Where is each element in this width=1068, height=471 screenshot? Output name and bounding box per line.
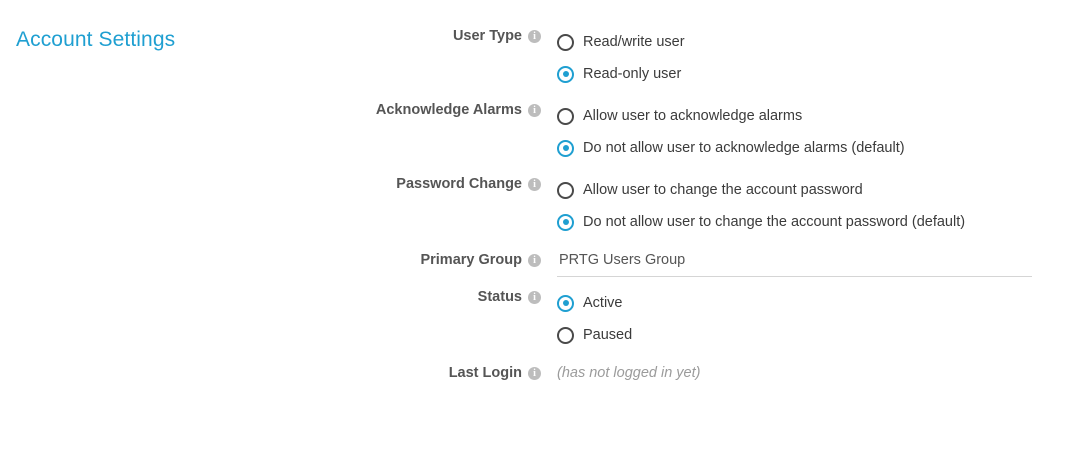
control-status <box>549 287 1068 351</box>
radio-option-status-paused[interactable] <box>557 319 1068 351</box>
control-primary-group <box>549 248 1068 277</box>
form-row-primary-group <box>0 248 1068 277</box>
radio-button[interactable] <box>557 34 574 51</box>
label-user-type <box>0 26 549 44</box>
label-last-login <box>0 361 549 381</box>
control-acknowledge-alarms <box>549 100 1068 164</box>
radio-button[interactable] <box>557 327 574 344</box>
primary-group-value[interactable]: PRTG Users Group <box>557 248 1032 277</box>
radio-label: Allow user to change the account password <box>583 182 863 198</box>
radio-button[interactable] <box>557 295 574 312</box>
form-row-password-change <box>0 174 1068 238</box>
page-title: Account Settings <box>16 28 176 52</box>
label-user-type-text: User Type <box>452 28 522 44</box>
label-status-text: Status <box>477 289 522 305</box>
radio-label: Do not allow user to change the account password (default) <box>583 214 966 230</box>
form-row-status <box>0 287 1068 351</box>
control-user-type <box>549 26 1068 90</box>
label-primary-group <box>0 248 549 268</box>
radio-label: Active <box>583 295 623 311</box>
radio-option-readwrite-user[interactable] <box>557 26 1068 58</box>
radio-option-readonly-user[interactable] <box>557 58 1068 90</box>
radio-option-deny-password-change[interactable] <box>557 206 1068 238</box>
radio-label: Read-only user <box>583 66 682 82</box>
label-primary-group-text: Primary Group <box>420 252 522 268</box>
label-acknowledge-alarms <box>0 100 549 118</box>
radio-button[interactable] <box>557 108 574 125</box>
radio-option-allow-password-change[interactable] <box>557 174 1068 206</box>
last-login-value: (has not logged in yet) <box>557 365 701 381</box>
info-icon[interactable]: i <box>528 291 541 304</box>
info-icon[interactable]: i <box>528 30 541 43</box>
form-row-acknowledge-alarms <box>0 100 1068 164</box>
radio-button[interactable] <box>557 66 574 83</box>
radio-label: Read/write user <box>583 34 685 50</box>
label-password-change <box>0 174 549 192</box>
radio-button[interactable] <box>557 214 574 231</box>
radio-button[interactable] <box>557 182 574 199</box>
info-icon[interactable]: i <box>528 178 541 191</box>
form-row-user-type <box>0 26 1068 90</box>
radio-label: Do not allow user to acknowledge alarms (default) <box>583 140 905 156</box>
radio-option-status-active[interactable] <box>557 287 1068 319</box>
info-icon[interactable]: i <box>528 367 541 380</box>
control-last-login <box>549 361 1068 381</box>
account-settings-form <box>0 26 1068 391</box>
info-icon[interactable]: i <box>528 104 541 117</box>
radio-option-allow-acknowledge[interactable] <box>557 100 1068 132</box>
radio-label: Paused <box>583 327 633 343</box>
label-last-login-text: Last Login <box>448 365 522 381</box>
radio-option-deny-acknowledge[interactable] <box>557 132 1068 164</box>
label-password-change-text: Password Change <box>396 176 522 192</box>
form-row-last-login <box>0 361 1068 381</box>
control-password-change <box>549 174 1068 238</box>
label-status <box>0 287 549 305</box>
info-icon[interactable]: i <box>528 254 541 267</box>
radio-button[interactable] <box>557 140 574 157</box>
label-acknowledge-alarms-text: Acknowledge Alarms <box>375 102 522 118</box>
radio-label: Allow user to acknowledge alarms <box>583 108 803 124</box>
